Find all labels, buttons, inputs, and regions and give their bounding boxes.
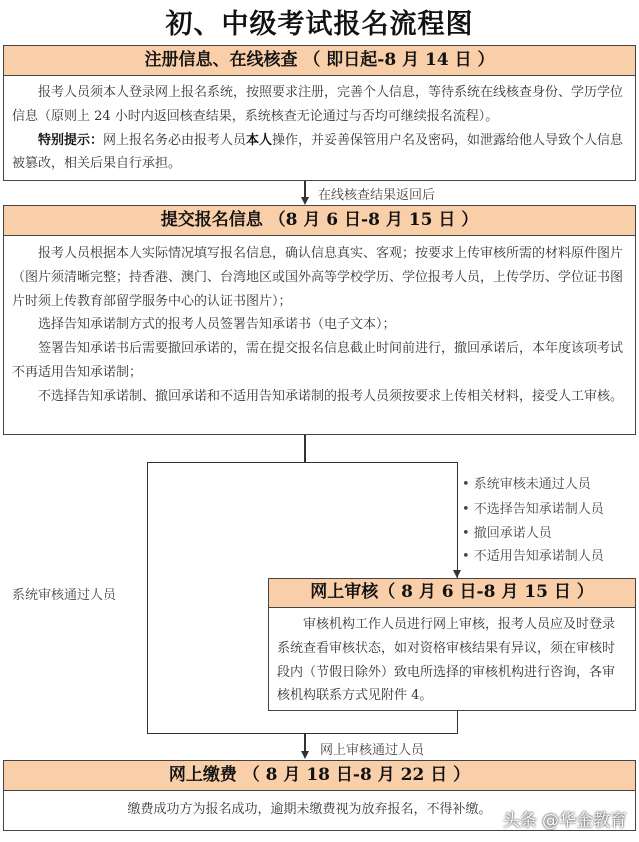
connector — [304, 181, 306, 198]
bullet-item: • 撤回承诺人员 — [462, 526, 552, 541]
bullet-item: • 不选择告知承诺制人员 — [462, 502, 604, 517]
arrow-down-icon — [301, 751, 309, 759]
step-register-header: 注册信息、在线核查 （ 即日起-8 月 14 日 ） — [4, 46, 635, 76]
step-submit — [3, 205, 636, 435]
tip-bold: 本人 — [246, 132, 273, 148]
step-submit-para: 报考人员根据本人实际情况填写报名信息，确认信息真实、客观；按要求上传审核所需的材料原件图片（图片须清晰完整；持香港、澳门、台湾地区或国外高等学校学历、学位报考人员，上传学历、学位证书图片时须上传教育部留学服务中心的认证书图片）； — [12, 246, 624, 309]
step-payment-text: 缴费成功方为报名成功，逾期未缴费视为放弃报名，不得补缴。 — [127, 802, 492, 817]
arrow1-label: 在线核查结果返回后 — [318, 188, 436, 203]
watermark: 头条 @华金教育 — [502, 811, 627, 831]
step-payment-header: 网上缴费 （ 8 月 18 日-8 月 22 日 ） — [4, 761, 635, 791]
bullet-item: • 系统审核未通过人员 — [462, 477, 591, 492]
arrow-down-icon — [301, 197, 309, 205]
bullet-item: • 不适用告知承诺制人员 — [462, 549, 604, 564]
step-review-text: 审核机构工作人员进行网上审核，报考人员应及时登录系统查看审核状态，如对资格审核结果有异议，须在审核时段内（节假日除外）致电所选择的审核机构进行咨询，各审核机构联系方式见附件 4。 — [277, 617, 616, 704]
step-submit-para: 签署告知承诺书后需要撤回承诺的，需在提交报名信息截止时间前进行，撤回承诺后，本年度该项考试不再适用告知承诺制； — [12, 341, 624, 380]
arrow-down-icon — [453, 570, 461, 578]
step-review-header: 网上审核（ 8 月 6 日-8 月 15 日 ） — [269, 579, 635, 608]
connector — [304, 734, 306, 752]
arrow3-label: 网上审核通过人员 — [320, 743, 425, 758]
step-submit-header: 提交报名信息 （8 月 6 日-8 月 15 日 ） — [4, 206, 635, 236]
tip-text-b: 操作，并妥善保管用户名及密码，如泄露给他人导致个人信息被篡改，相关后果自行承担。 — [12, 132, 624, 172]
tip-text-a: 网上报名务必由报考人员 — [103, 132, 247, 148]
pass-label: 系统审核通过人员 — [12, 588, 117, 603]
step-register-tip — [12, 129, 627, 177]
step-submit-para: 不选择告知承诺制、撤回承诺和不适用告知承诺制的报考人员须按要求上传相关材料，接受人工审核。 — [38, 388, 624, 404]
step-review — [268, 578, 636, 711]
tip-label: 特别提示： — [38, 132, 104, 148]
page-title: 初、中级考试报名流程图 — [165, 9, 474, 40]
connector — [304, 435, 306, 463]
step-submit-para: 选择告知承诺制方式的报考人员签署告知承诺书（电子文本）； — [38, 317, 396, 333]
step-register-text: 报考人员须本人登录网上报名系统，按照要求注册，完善个人信息，等待系统在线核查身份、学历学位信息（原则上 24 小时内返回核查结果，系统核查无论通过与否均可继续报名流程）。 — [12, 85, 624, 124]
step-register — [3, 45, 636, 181]
